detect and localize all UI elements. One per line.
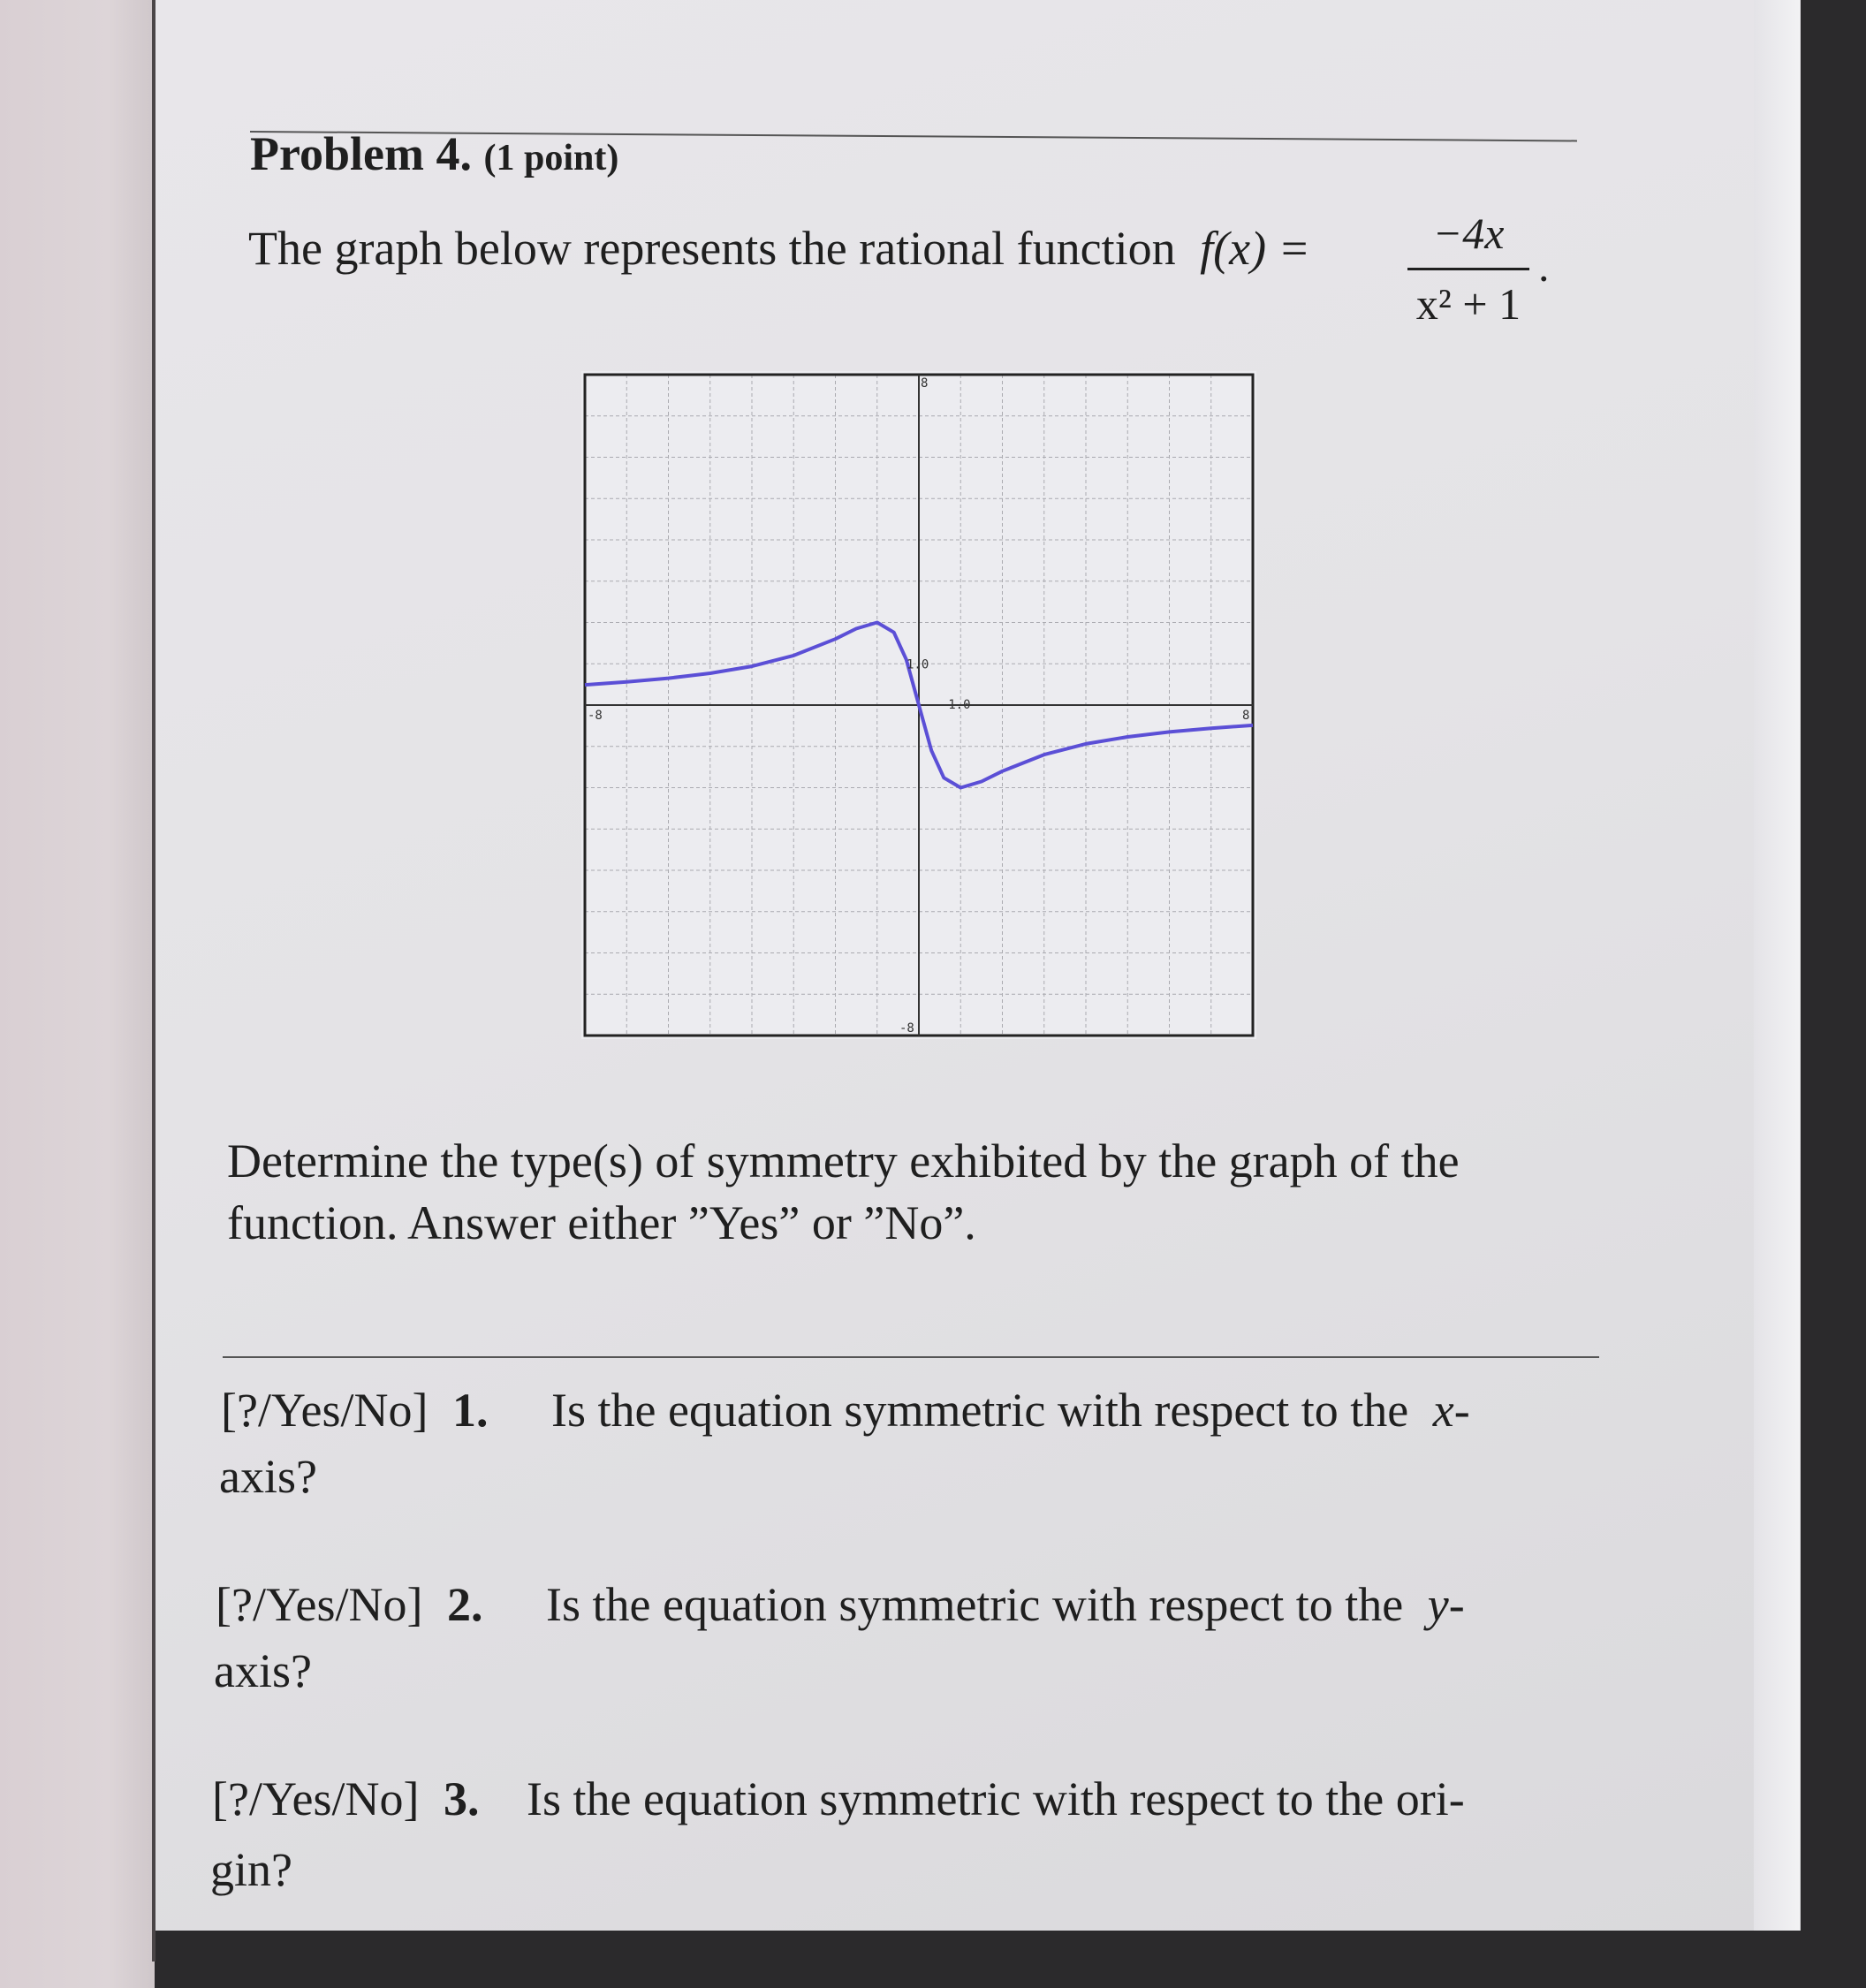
- problem-title: [250, 126, 618, 181]
- questions-rule: [223, 1356, 1599, 1358]
- question-number: 3.: [444, 1772, 480, 1825]
- question-hyphen: -: [1448, 1578, 1465, 1631]
- screen-edge: [1754, 0, 1800, 1931]
- x-unit-tick-label: 1.0: [948, 698, 971, 712]
- y-min-tick-label: -8: [899, 1021, 914, 1036]
- x-min-tick-label: -8: [588, 709, 603, 723]
- question-3-line-2: gin?: [210, 1843, 292, 1896]
- question-text: Is the equation symmetric with respect to the: [546, 1578, 1404, 1631]
- question-axis: x: [1432, 1384, 1454, 1437]
- question-hyphen: -: [1453, 1384, 1470, 1437]
- problem-intro: [248, 221, 1310, 276]
- fraction-bar: [1407, 268, 1529, 270]
- fraction-denominator: x² + 1: [1415, 279, 1521, 329]
- question-2-line-2: axis?: [214, 1644, 312, 1697]
- question-number: 1.: [452, 1384, 489, 1437]
- answer-field[interactable]: [?/Yes/No]: [212, 1772, 420, 1825]
- fraction-period: .: [1538, 241, 1550, 291]
- question-text: Is the equation symmetric with respect to the: [551, 1384, 1409, 1437]
- function-graph: [581, 371, 1256, 1039]
- answer-field[interactable]: [?/Yes/No]: [216, 1578, 423, 1631]
- instructions-line-1: Determine the type(s) of symmetry exhibited by the graph of the: [227, 1134, 1460, 1187]
- x-max-tick-label: 8: [1242, 709, 1250, 723]
- y-unit-tick-label: 1.0: [906, 657, 929, 672]
- question-3: [212, 1772, 1608, 1826]
- function-lhs: f(x) =: [1200, 222, 1310, 275]
- y-max-tick-label: 8: [921, 376, 929, 391]
- fraction-numerator: −4x: [1432, 209, 1505, 258]
- question-number: 2.: [447, 1578, 483, 1631]
- left-page-background: [0, 0, 155, 1988]
- question-1-line-2: axis?: [219, 1450, 317, 1503]
- instructions-line-2: function. Answer either ”Yes” or ”No”.: [227, 1196, 976, 1249]
- question-2: [216, 1577, 1603, 1632]
- problem-number: Problem 4.: [250, 127, 472, 180]
- answer-field[interactable]: [?/Yes/No]: [221, 1384, 429, 1437]
- problem-points: (1 point): [483, 138, 619, 178]
- question-text: Is the equation symmetric with respect to the ori-: [527, 1772, 1465, 1825]
- question-1: [221, 1383, 1599, 1438]
- question-axis: y: [1427, 1578, 1449, 1631]
- intro-text: The graph below represents the rational function: [248, 222, 1176, 275]
